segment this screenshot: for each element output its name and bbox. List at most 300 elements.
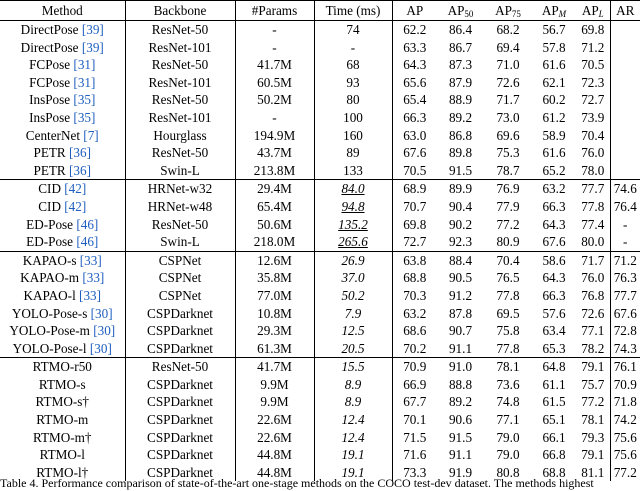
cell-backbone: Hourglass [125, 127, 235, 145]
citation-link[interactable]: [7] [83, 127, 99, 143]
cell-params: 60.5M [235, 74, 314, 92]
cell-params: 61.3M [235, 340, 314, 358]
cell-ap: 70.3 [392, 287, 437, 305]
table-body [0, 21, 640, 482]
citation-link[interactable]: [35] [73, 109, 96, 125]
cell-time: 26.9 [314, 251, 392, 269]
col-header-method: Method [0, 1, 125, 21]
cell-method [0, 127, 125, 145]
cell-backbone: CSPDarknet [125, 429, 235, 447]
citation-link[interactable]: [46] [76, 216, 99, 232]
table-row [0, 39, 640, 57]
col-header-ap50: $AP_{50}$ [437, 1, 484, 21]
table-row [0, 162, 640, 180]
citation-link[interactable]: [42] [64, 181, 87, 197]
cell-ap75: 79.0 [496, 447, 520, 463]
cell-ap: 63.3 [392, 39, 437, 57]
cell-params: 12.6M [235, 251, 314, 269]
cell-apm: 65.2 [542, 162, 566, 178]
cell-apm: 61.6 [542, 145, 566, 161]
cell-method [0, 269, 125, 287]
cell-method [0, 180, 125, 198]
cell-method [0, 287, 125, 305]
cell-method [0, 56, 125, 74]
cell-time: - [314, 39, 392, 57]
cell-ap: 70.7 [392, 198, 437, 216]
cell-ap75: 78.1 [484, 358, 532, 376]
cell-ap50: 88.4 [437, 251, 484, 269]
cell-ap: 70.1 [392, 411, 437, 429]
citation-link[interactable]: [30] [93, 323, 116, 339]
cell-ar: 70.9 [610, 376, 640, 394]
cell-params: 50.6M [235, 216, 314, 234]
cell-ar [610, 109, 640, 127]
method-name: KAPAO-s [22, 252, 80, 268]
cell-ap: 65.4 [392, 91, 437, 109]
citation-link[interactable]: [35] [73, 92, 96, 108]
cell-ar [610, 39, 640, 57]
cell-backbone: CSPNet [125, 287, 235, 305]
cell-params: 65.4M [235, 198, 314, 216]
cell-ap: 62.2 [392, 21, 437, 39]
cell-time: 37.0 [314, 269, 392, 287]
citation-link[interactable]: [33] [79, 252, 102, 268]
table-row [0, 358, 640, 376]
table-row [0, 287, 640, 305]
cell-ap50: 91.9 [448, 464, 473, 480]
cell-ar [610, 127, 640, 145]
method-name: FCPose [29, 74, 74, 90]
cell-ap50: 86.4 [448, 22, 473, 37]
cell-apm: 68.8 [542, 464, 566, 480]
cell-ar: - [610, 216, 640, 234]
table-row [0, 216, 640, 234]
cell-time: 135.2 [314, 216, 392, 234]
cell-ap: 63.0 [392, 127, 437, 145]
citation-link[interactable]: [30] [90, 305, 113, 321]
cell-params: 35.8M [235, 269, 314, 287]
cell-time: 68 [314, 56, 392, 74]
citation-link[interactable]: [31] [73, 74, 96, 90]
cell-params: 77.0M [235, 287, 314, 305]
cell-ap50: 87.3 [448, 57, 473, 73]
cell-time: 20.5 [314, 340, 392, 358]
cell-ap75: 73.6 [496, 376, 520, 392]
method-name: ED-Pose [26, 216, 77, 232]
cell-ap50: 91.1 [448, 340, 473, 356]
method-name: FCPose [29, 57, 74, 73]
cell-apm: 61.6 [542, 57, 566, 73]
cell-time: 12.4 [314, 411, 392, 429]
cell-backbone: HRNet-w32 [125, 180, 235, 198]
cell-method [0, 322, 125, 340]
cell-backbone: ResNet-50 [125, 358, 235, 376]
cell-params: - [235, 109, 314, 127]
cell-apm: 58.6 [532, 251, 576, 269]
cell-apl: 81.1 [581, 464, 605, 480]
cell-backbone: ResNet-50 [125, 91, 235, 109]
cell-ar: 76.3 [610, 269, 640, 287]
cell-ar: 76.4 [610, 198, 640, 216]
cell-ap75: 70.4 [484, 251, 532, 269]
method-name: RTMO-m [36, 412, 89, 428]
cell-method [0, 39, 125, 57]
method-name: ED-Pose [26, 234, 77, 250]
cell-ap75: 79.0 [496, 429, 520, 445]
cell-backbone: CSPDarknet [125, 464, 235, 482]
cell-time: 8.9 [314, 376, 392, 394]
table-row [0, 198, 640, 216]
cell-params: 29.4M [235, 180, 314, 198]
cell-apl: 69.8 [581, 22, 605, 37]
cell-ap75: 69.5 [496, 305, 520, 321]
cell-params: 41.7M [235, 56, 314, 74]
cell-ar: 76.1 [610, 358, 640, 376]
cell-method [0, 429, 125, 447]
cell-ar: 71.2 [610, 251, 640, 269]
cell-method [0, 109, 125, 127]
cell-apl: 70.5 [581, 57, 605, 73]
cell-ap75: 77.8 [496, 287, 520, 303]
cell-backbone: CSPDarknet [125, 340, 235, 358]
cell-ar: - [610, 233, 640, 251]
cell-time: 84.0 [314, 180, 392, 198]
col-header-apm: $AP_M$ [532, 1, 576, 21]
cell-ap75: 75.8 [496, 323, 520, 339]
cell-ap50: 90.6 [448, 412, 473, 428]
citation-link[interactable]: [31] [73, 57, 96, 73]
cell-ap50: 91.5 [448, 162, 473, 178]
cell-ap: 68.9 [392, 180, 437, 198]
cell-method [0, 91, 125, 109]
citation-link[interactable]: [33] [79, 287, 102, 303]
cell-params: 50.2M [235, 91, 314, 109]
cell-apm: 65.3 [542, 340, 566, 356]
cell-method [0, 74, 125, 92]
cell-apl: 71.7 [576, 251, 610, 269]
cell-ap75: 68.2 [496, 22, 520, 37]
method-name: DirectPose [20, 22, 82, 37]
cell-time: 80 [314, 91, 392, 109]
cell-ap50: 89.2 [448, 109, 473, 125]
cell-ap: 64.3 [392, 56, 437, 74]
method-name: PETR [33, 145, 70, 161]
cell-params: 41.7M [235, 358, 314, 376]
cell-ar: 74.6 [610, 180, 640, 198]
cell-apm: 64.3 [542, 270, 566, 286]
cell-ap: 68.6 [392, 322, 437, 340]
col-header-backbone: Backbone [125, 1, 235, 21]
cell-apm: 63.2 [532, 180, 576, 198]
cell-ap50: 89.8 [448, 145, 473, 161]
cell-params: 218.0M [235, 233, 314, 251]
citation-link[interactable]: [39] [81, 22, 104, 37]
cell-apl: 79.1 [581, 447, 605, 463]
cell-ap75: 69.6 [496, 127, 520, 143]
cell-params: - [235, 39, 314, 57]
method-name: CenterNet [25, 127, 84, 143]
cell-apm: 58.9 [542, 127, 566, 143]
cell-ap75: 73.0 [496, 109, 520, 125]
citation-link[interactable]: [39] [81, 39, 104, 55]
cell-ap50: 91.5 [448, 429, 473, 445]
cell-backbone: CSPNet [125, 251, 235, 269]
cell-ap75: 77.8 [496, 340, 520, 356]
cell-time: 19.1 [314, 464, 392, 482]
cell-ar: 72.8 [610, 322, 640, 340]
cell-ap75: 69.4 [496, 39, 520, 55]
cell-ap: 71.6 [392, 446, 437, 464]
cell-ar: 67.6 [610, 305, 640, 323]
col-header-ap75: $AP_{75}$ [484, 1, 532, 21]
cell-params: 22.6M [235, 411, 314, 429]
cell-ap75: 77.2 [496, 216, 520, 232]
cell-backbone: CSPDarknet [125, 411, 235, 429]
method-name: DirectPose [20, 39, 82, 55]
cell-backbone: CSPDarknet [125, 393, 235, 411]
cell-backbone: ResNet-50 [125, 56, 235, 74]
cell-ap: 63.8 [392, 251, 437, 269]
cell-backbone: CSPDarknet [125, 305, 235, 323]
cell-method [0, 340, 125, 358]
cell-method [0, 144, 125, 162]
table-row [0, 233, 640, 251]
cell-params: 29.3M [235, 322, 314, 340]
table-header-row [0, 1, 640, 21]
cell-time: 7.9 [314, 305, 392, 323]
method-name: CID [38, 198, 65, 214]
cell-apm: 67.6 [542, 234, 566, 250]
cell-ar: 77.7 [610, 287, 640, 305]
cell-apm: 64.3 [542, 216, 566, 232]
cell-apl: 77.8 [581, 198, 605, 214]
cell-time: 12.4 [314, 429, 392, 447]
cell-ar: 71.8 [610, 393, 640, 411]
table-row [0, 340, 640, 358]
citation-link[interactable]: [33] [82, 270, 105, 286]
cell-apm: 64.8 [532, 358, 576, 376]
table-row [0, 91, 640, 109]
cell-ap50: 89.9 [437, 180, 484, 198]
table-row [0, 74, 640, 92]
cell-method [0, 198, 125, 216]
cell-ar [610, 74, 640, 92]
cell-ap: 70.9 [392, 358, 437, 376]
cell-ap75: 77.9 [496, 198, 520, 214]
cell-ap: 72.7 [392, 233, 437, 251]
cell-ap: 67.6 [392, 144, 437, 162]
cell-ap: 70.2 [392, 340, 437, 358]
cell-apl: 73.9 [581, 109, 605, 125]
cell-apm: 56.7 [542, 22, 566, 37]
cell-ap50: 86.8 [448, 127, 473, 143]
cell-ap: 66.9 [392, 376, 437, 394]
cell-ar [610, 162, 640, 180]
cell-apl: 77.2 [581, 394, 605, 410]
cell-time: 74 [314, 21, 392, 39]
cell-ap: 73.3 [392, 464, 437, 482]
cell-ap50: 89.2 [448, 394, 473, 410]
citation-link[interactable]: [30] [89, 340, 112, 356]
cell-time: 93 [314, 74, 392, 92]
cell-apm: 57.8 [542, 39, 566, 55]
cell-apm: 62.1 [542, 74, 566, 90]
citation-link[interactable]: [36] [69, 162, 92, 178]
col-header-apl: $AP_L$ [576, 1, 610, 21]
cell-ap: 67.7 [392, 393, 437, 411]
cell-ar: 74.2 [610, 411, 640, 429]
col-header-time: Time (ms) [314, 1, 392, 21]
cell-ap50: 90.7 [448, 323, 473, 339]
citation-link[interactable]: [46] [76, 234, 99, 250]
table-caption: Table 4. Performance comparison of state-of-the-art one-stage methods on the COCO test-dev dataset. The methods highest [0, 476, 594, 490]
method-name: PETR [33, 162, 70, 178]
cell-ap75: 75.3 [496, 145, 520, 161]
cell-params: 9.9M [235, 393, 314, 411]
cell-ar [610, 21, 640, 39]
cell-apl: 77.4 [581, 216, 605, 232]
cell-apl: 79.1 [576, 358, 610, 376]
cell-ap75: 80.9 [496, 234, 520, 250]
cell-params: 213.8M [235, 162, 314, 180]
table-row [0, 56, 640, 74]
table-row [0, 322, 640, 340]
cell-backbone: HRNet-w48 [125, 198, 235, 216]
cell-method [0, 376, 125, 394]
cell-ar [610, 91, 640, 109]
cell-apl: 77.1 [581, 323, 605, 339]
cell-apm: 65.1 [542, 412, 566, 428]
cell-ap50: 91.1 [448, 447, 473, 463]
cell-time: 50.2 [314, 287, 392, 305]
cell-ar [610, 144, 640, 162]
method-name: InsPose [29, 109, 74, 125]
cell-apl: 75.7 [581, 376, 605, 392]
cell-ap75: 78.7 [496, 162, 520, 178]
cell-apl: 76.0 [581, 270, 605, 286]
cell-time: 94.8 [314, 198, 392, 216]
cell-ap75: 71.0 [496, 57, 520, 73]
cell-apl: 70.4 [581, 127, 605, 143]
cell-ap: 70.5 [392, 162, 437, 180]
cell-time: 15.5 [314, 358, 392, 376]
cell-apl: 80.0 [581, 234, 605, 250]
cell-method [0, 233, 125, 251]
cell-apl: 72.7 [581, 92, 605, 108]
cell-ap75: 74.8 [496, 394, 520, 410]
table-row [0, 251, 640, 269]
table-row [0, 376, 640, 394]
cell-ap: 69.8 [392, 216, 437, 234]
cell-apm: 61.5 [542, 394, 566, 410]
cell-apm: 61.2 [542, 109, 566, 125]
cell-backbone: ResNet-101 [125, 39, 235, 57]
cell-apm: 66.8 [542, 447, 566, 463]
cell-ar: 75.6 [610, 429, 640, 447]
cell-method [0, 305, 125, 323]
cell-apl: 72.3 [581, 74, 605, 90]
cell-ap50: 86.7 [448, 39, 473, 55]
cell-ap50: 92.3 [448, 234, 473, 250]
cell-backbone: Swin-L [125, 233, 235, 251]
cell-backbone: ResNet-101 [125, 109, 235, 127]
cell-ap: 63.2 [392, 305, 437, 323]
cell-params: 44.8M [235, 446, 314, 464]
col-header-ar: AR [610, 1, 640, 21]
citation-link[interactable]: [36] [69, 145, 92, 161]
cell-time: 265.6 [314, 233, 392, 251]
table-row [0, 393, 640, 411]
cell-params: - [235, 21, 314, 39]
cell-ap50: 91.2 [448, 287, 473, 303]
cell-params: 9.9M [235, 376, 314, 394]
cell-apl: 76.0 [581, 145, 605, 161]
citation-link[interactable]: [42] [64, 198, 87, 214]
cell-method [0, 446, 125, 464]
cell-apm: 66.1 [542, 429, 566, 445]
cell-backbone: ResNet-50 [125, 216, 235, 234]
cell-ar: 75.6 [610, 446, 640, 464]
cell-apl: 76.8 [581, 287, 605, 303]
cell-apm: 66.3 [542, 198, 566, 214]
cell-ar [610, 56, 640, 74]
cell-params: 43.7M [235, 144, 314, 162]
cell-ap75: 72.6 [496, 74, 520, 90]
cell-time: 19.1 [314, 446, 392, 464]
cell-apl: 71.2 [581, 39, 605, 55]
cell-apl: 79.3 [581, 429, 605, 445]
cell-time: 12.5 [314, 322, 392, 340]
cell-ap50: 87.8 [448, 305, 473, 321]
cell-backbone: CSPDarknet [125, 446, 235, 464]
cell-backbone: ResNet-50 [125, 21, 235, 39]
cell-ap75: 80.8 [496, 464, 520, 480]
cell-ap: 71.5 [392, 429, 437, 447]
cell-backbone: ResNet-101 [125, 74, 235, 92]
cell-apm: 57.6 [542, 305, 566, 321]
cell-apm: 61.1 [542, 376, 566, 392]
cell-ap: 66.3 [392, 109, 437, 127]
table-row [0, 429, 640, 447]
cell-method [0, 393, 125, 411]
table-row [0, 144, 640, 162]
cell-ap50: 88.8 [448, 376, 473, 392]
cell-params: 194.9M [235, 127, 314, 145]
cell-time: 160 [314, 127, 392, 145]
method-name: KAPAO-m [20, 270, 83, 286]
method-name: YOLO-Pose-l [12, 340, 90, 356]
cell-ap50: 90.4 [448, 198, 473, 214]
cell-backbone: CSPNet [125, 269, 235, 287]
method-name: RTMO-r50 [32, 359, 92, 375]
table-row [0, 21, 640, 39]
cell-ap50: 91.0 [437, 358, 484, 376]
cell-method [0, 358, 125, 376]
cell-apl: 72.6 [581, 305, 605, 321]
cell-apl: 78.1 [581, 412, 605, 428]
method-name: RTMO-l [39, 447, 85, 463]
cell-ap50: 88.9 [448, 92, 473, 108]
cell-method [0, 162, 125, 180]
cell-ap: 68.8 [392, 269, 437, 287]
cell-backbone: CSPDarknet [125, 376, 235, 394]
cell-ap50: 90.5 [448, 270, 473, 286]
cell-ap75: 71.7 [496, 92, 520, 108]
table-row [0, 109, 640, 127]
cell-apl: 78.0 [581, 162, 605, 178]
cell-apl: 77.7 [576, 180, 610, 198]
method-name: InsPose [29, 92, 74, 108]
